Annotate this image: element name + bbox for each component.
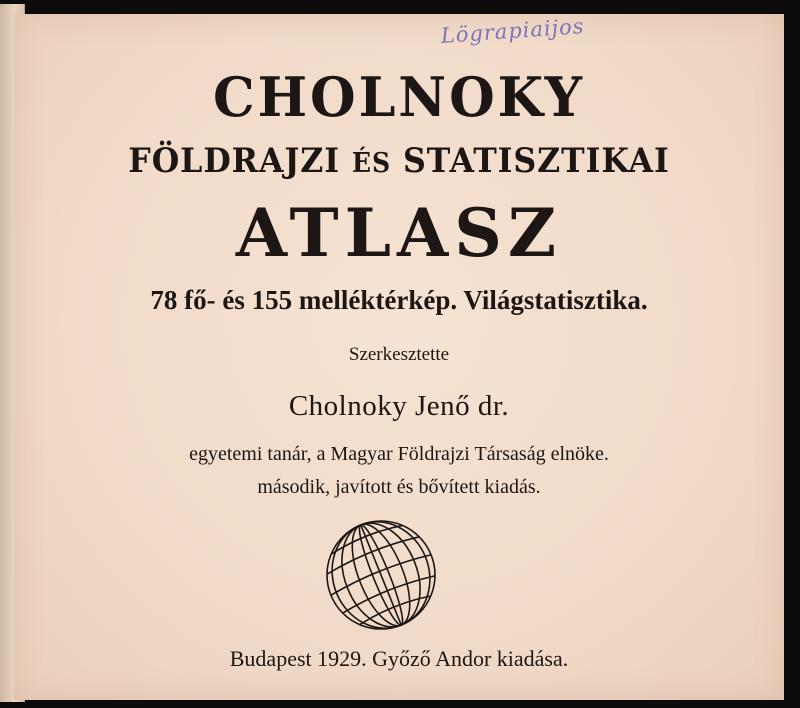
title-line-1: CHOLNOKY	[213, 65, 585, 129]
title-line-3: ATLASZ	[235, 194, 563, 272]
handwritten-note: Lögrapiaijos	[440, 13, 586, 48]
subtitle: 78 fő- és 155 melléktérkép. Világstatisztika.	[150, 285, 648, 315]
globe-icon	[324, 518, 438, 632]
author-name: Cholnoky Jenő dr.	[288, 390, 510, 422]
title-line-2-part-1: FÖLDRAJZI	[128, 141, 340, 181]
title-line-2-part-2: ÉS	[351, 148, 392, 179]
edited-by-label: Szerkesztette	[348, 344, 450, 365]
edition-note: második, javított és bővített kiadás.	[257, 476, 541, 498]
imprint: Budapest 1929. Győző Andor kiadása.	[229, 646, 569, 671]
title-line-2-part-3: STATISZTIKAI	[402, 141, 670, 181]
author-role: egyetemi tanár, a Magyar Földrajzi Társaság elnöke.	[189, 443, 609, 465]
title-line-2	[41, 139, 757, 186]
